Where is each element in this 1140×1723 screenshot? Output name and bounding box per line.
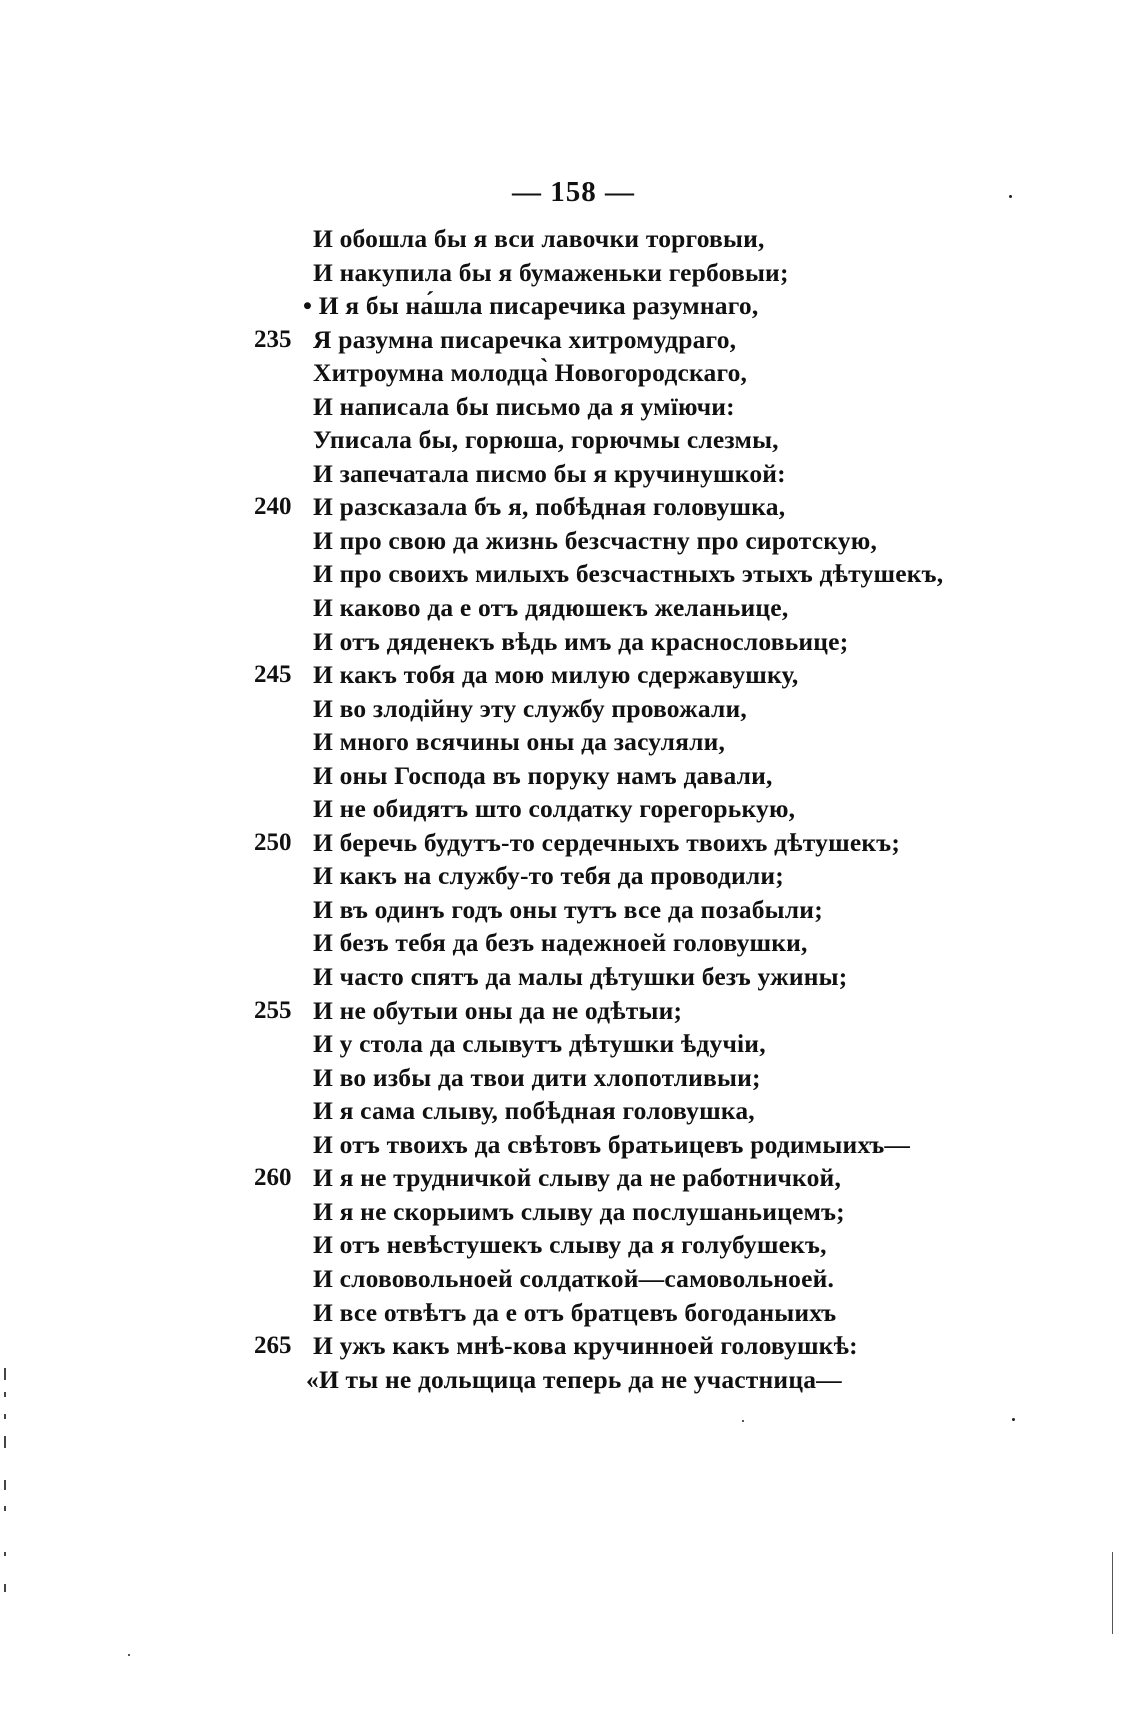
verse-line — [0, 859, 1140, 893]
line-text: Хитроумна молодца̀ Новогородскаго, — [313, 358, 748, 388]
verse-line — [0, 625, 1140, 659]
verse-line — [0, 1228, 1140, 1262]
verse-line — [0, 1061, 1140, 1095]
verse-line — [0, 557, 1140, 591]
line-text: И про свою да жизнь безсчастну про сиротскую, — [313, 525, 878, 555]
verse-line — [0, 692, 1140, 726]
verse-line — [0, 1128, 1140, 1162]
line-text: И отъ твоихъ да свѣтовъ братьицевъ родимыихъ— — [313, 1129, 911, 1159]
line-text: И обошла бы я вси лавочки торговыи, — [313, 224, 765, 253]
line-text: И какъ на службу-то тебя да проводили; — [313, 861, 784, 891]
line-text: Уписала бы, горюша, горючмы слезмы, — [313, 425, 779, 455]
line-text: «И ты не дольщица теперь да не участница— — [306, 1364, 842, 1394]
verse-line — [0, 1094, 1140, 1128]
verse-line — [0, 826, 1140, 860]
line-text: Я разумна писаречка хитромудраго, — [313, 324, 737, 354]
verse-line — [0, 222, 1140, 256]
line-number: 240 — [254, 493, 292, 521]
scan-edge-mark — [4, 1480, 6, 1490]
line-text: И разсказала бъ я, побѣдная головушка, — [313, 492, 786, 522]
verse-line — [0, 1262, 1140, 1296]
scan-speck — [128, 1654, 130, 1656]
line-text: И накупила бы я бумаженьки гербовыи; — [313, 257, 789, 287]
line-text: И въ одинъ годъ оны тутъ все да позабыли; — [313, 894, 823, 924]
verse-line — [0, 725, 1140, 759]
verse-line — [0, 658, 1140, 692]
scan-edge-line — [1112, 1552, 1113, 1634]
verse-line — [0, 960, 1140, 994]
verse-line — [0, 1329, 1140, 1363]
line-text: И часто спятъ да малы дѣтушки безъ ужины; — [313, 962, 848, 992]
line-text: И я сама слыву, побѣдная головушка, — [313, 1096, 755, 1126]
line-text: И не обидятъ што солдатку горегорькую, — [313, 794, 796, 824]
line-number: 245 — [254, 661, 292, 689]
verse-line — [0, 759, 1140, 793]
line-text: И ужъ какъ мнѣ-кова кручинноей головушкѣ: — [313, 1331, 858, 1361]
scan-edge-mark — [4, 1392, 6, 1397]
verse-line — [0, 591, 1140, 625]
line-text: И оны Господа въ поруку намъ давали, — [313, 760, 773, 790]
line-text: И беречь будутъ-то сердечныхъ твоихъ дѣтушекъ; — [313, 827, 901, 857]
scan-speck — [1012, 1418, 1015, 1421]
page-number: — 158 — — [512, 176, 635, 208]
verse-line — [0, 323, 1140, 357]
line-number: 250 — [254, 828, 292, 856]
line-text: И про своихъ милыхъ безсчастныхъ этыхъ дѣтушекъ, — [313, 559, 944, 589]
verse-line — [0, 994, 1140, 1028]
scan-edge-mark — [4, 1584, 6, 1592]
line-text: И отъ дяденекъ вѣдь имъ да краснословьице; — [313, 626, 849, 656]
verse-line — [0, 1296, 1140, 1330]
line-text: • И я бы на́шла писаречика разумнаго, — [303, 291, 759, 321]
line-number: 265 — [254, 1332, 292, 1360]
scan-edge-mark — [4, 1436, 6, 1448]
scan-edge-mark — [4, 1552, 6, 1556]
line-number: 235 — [254, 325, 292, 353]
line-text: И у стола да слывутъ дѣтушки ѣдучіи, — [313, 1029, 766, 1059]
verse-line — [0, 356, 1140, 390]
scan-edge-mark — [4, 1414, 6, 1419]
verse-line — [0, 1195, 1140, 1229]
line-text: И каково да е отъ дядюшекъ желаньице, — [313, 593, 789, 623]
scan-edge-mark — [4, 1368, 6, 1380]
verse-line — [0, 390, 1140, 424]
line-text: И во злодійну эту службу провожали, — [313, 693, 747, 723]
line-number: 260 — [254, 1164, 292, 1192]
verse-line — [0, 792, 1140, 826]
verse-line — [0, 1363, 1140, 1397]
line-text: И я не трудничкой слыву да не работничкой, — [313, 1163, 842, 1193]
verse-line — [0, 289, 1140, 323]
scan-speck — [1009, 195, 1012, 198]
line-text: И во избы да твои дити хлопотливыи; — [313, 1062, 761, 1092]
line-text: И запечатала писмо бы я кручинушкой: — [313, 458, 786, 488]
line-text: И отъ невѣстушекъ слыву да я голубушекъ, — [313, 1230, 827, 1260]
verse-line — [0, 1161, 1140, 1195]
line-text: И какъ тобя да мою милую сдержавушку, — [313, 660, 799, 690]
line-text: И слововольноей солдаткой—самовольноей. — [313, 1263, 835, 1293]
verse-line — [0, 457, 1140, 491]
verse-line — [0, 256, 1140, 290]
verse-line — [0, 926, 1140, 960]
verse-line — [0, 893, 1140, 927]
scan-speck — [742, 1420, 744, 1422]
verse-line — [0, 1027, 1140, 1061]
line-text: И написала бы письмо да я умїючи: — [313, 391, 735, 421]
line-text: И не обутыи оны да не одѣтыи; — [313, 995, 683, 1025]
poem-text — [0, 222, 1140, 1396]
verse-line — [0, 423, 1140, 457]
line-text: И я не скорыимъ слыву да послушаньицемъ; — [313, 1196, 845, 1226]
scan-edge-mark — [4, 1506, 6, 1511]
verse-line — [0, 490, 1140, 524]
line-text: И много всячины оны да засуляли, — [313, 727, 726, 757]
line-text: И все отвѣтъ да е отъ братцевъ богоданыихъ — [313, 1297, 837, 1327]
verse-line — [0, 524, 1140, 558]
line-number: 255 — [254, 996, 292, 1024]
line-text: И безъ тебя да безъ надежноей головушки, — [313, 928, 808, 958]
